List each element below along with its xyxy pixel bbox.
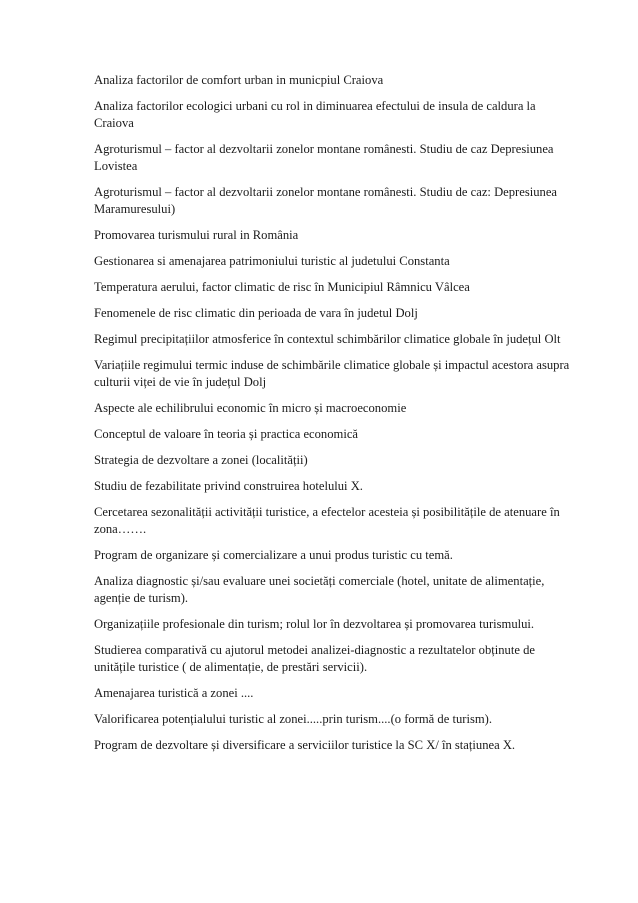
list-item: Strategia de dezvoltare a zonei (localității) xyxy=(94,453,308,467)
list-item: Agroturismul – factor al dezvoltarii zonelor montane românesti. Studiu de caz Depresiunea Lovistea xyxy=(94,142,554,173)
list-item: Analiza factorilor de comfort urban in municpiul Craiova xyxy=(94,73,384,87)
list-item: Analiza diagnostic și/sau evaluare unei societăți comerciale (hotel, unitate de alimentație, agenție de turism). xyxy=(94,574,545,605)
list-item: Gestionarea si amenajarea patrimoniului turistic al judetului Constanta xyxy=(94,254,450,268)
list-item: Cercetarea sezonalității activității turistice, a efectelor acesteia și posibilitățile de atenuare în zona……. xyxy=(94,505,560,536)
list-item: Promovarea turismului rural in România xyxy=(94,228,299,242)
list-item: Fenomenele de risc climatic din perioada de vara în judetul Dolj xyxy=(94,306,418,320)
list-item: Program de dezvoltare și diversificare a serviciilor turistice la SC X/ în stațiunea X. xyxy=(94,738,516,752)
topic-list xyxy=(94,72,574,763)
list-item: Analiza factorilor ecologici urbani cu rol in diminuarea efectului de insula de caldura la Craiova xyxy=(94,99,536,130)
list-item: Program de organizare și comercializare a unui produs turistic cu temă. xyxy=(94,548,453,562)
list-item: Studiu de fezabilitate privind construirea hotelului X. xyxy=(94,479,363,493)
list-item: Organizațiile profesionale din turism; rolul lor în dezvoltarea și promovarea turismului. xyxy=(94,617,535,631)
list-item: Conceptul de valoare în teoria și practica economică xyxy=(94,427,359,441)
list-item: Studierea comparativă cu ajutorul metodei analizei-diagnostic a rezultatelor obținute de unitățile turistice ( de alimentație, de prestări servicii). xyxy=(94,643,535,674)
list-item: Valorificarea potențialului turistic al zonei.....prin turism....(o formă de turism). xyxy=(94,712,492,726)
list-item: Agroturismul – factor al dezvoltarii zonelor montane românesti. Studiu de caz: Depresiunea Maramuresului) xyxy=(94,185,558,216)
list-item: Amenajarea turistică a zonei .... xyxy=(94,686,254,700)
list-item: Temperatura aerului, factor climatic de risc în Municipiul Râmnicu Vâlcea xyxy=(94,280,470,294)
list-item: Regimul precipitațiilor atmosferice în contextul schimbărilor climatice globale în județul Olt xyxy=(94,332,561,346)
list-item: Aspecte ale echilibrului economic în micro și macroeconomie xyxy=(94,401,407,415)
list-item: Variațiile regimului termic induse de schimbările climatice globale și impactul acestora asupra culturii viței de vie în județul Dolj xyxy=(94,358,570,389)
